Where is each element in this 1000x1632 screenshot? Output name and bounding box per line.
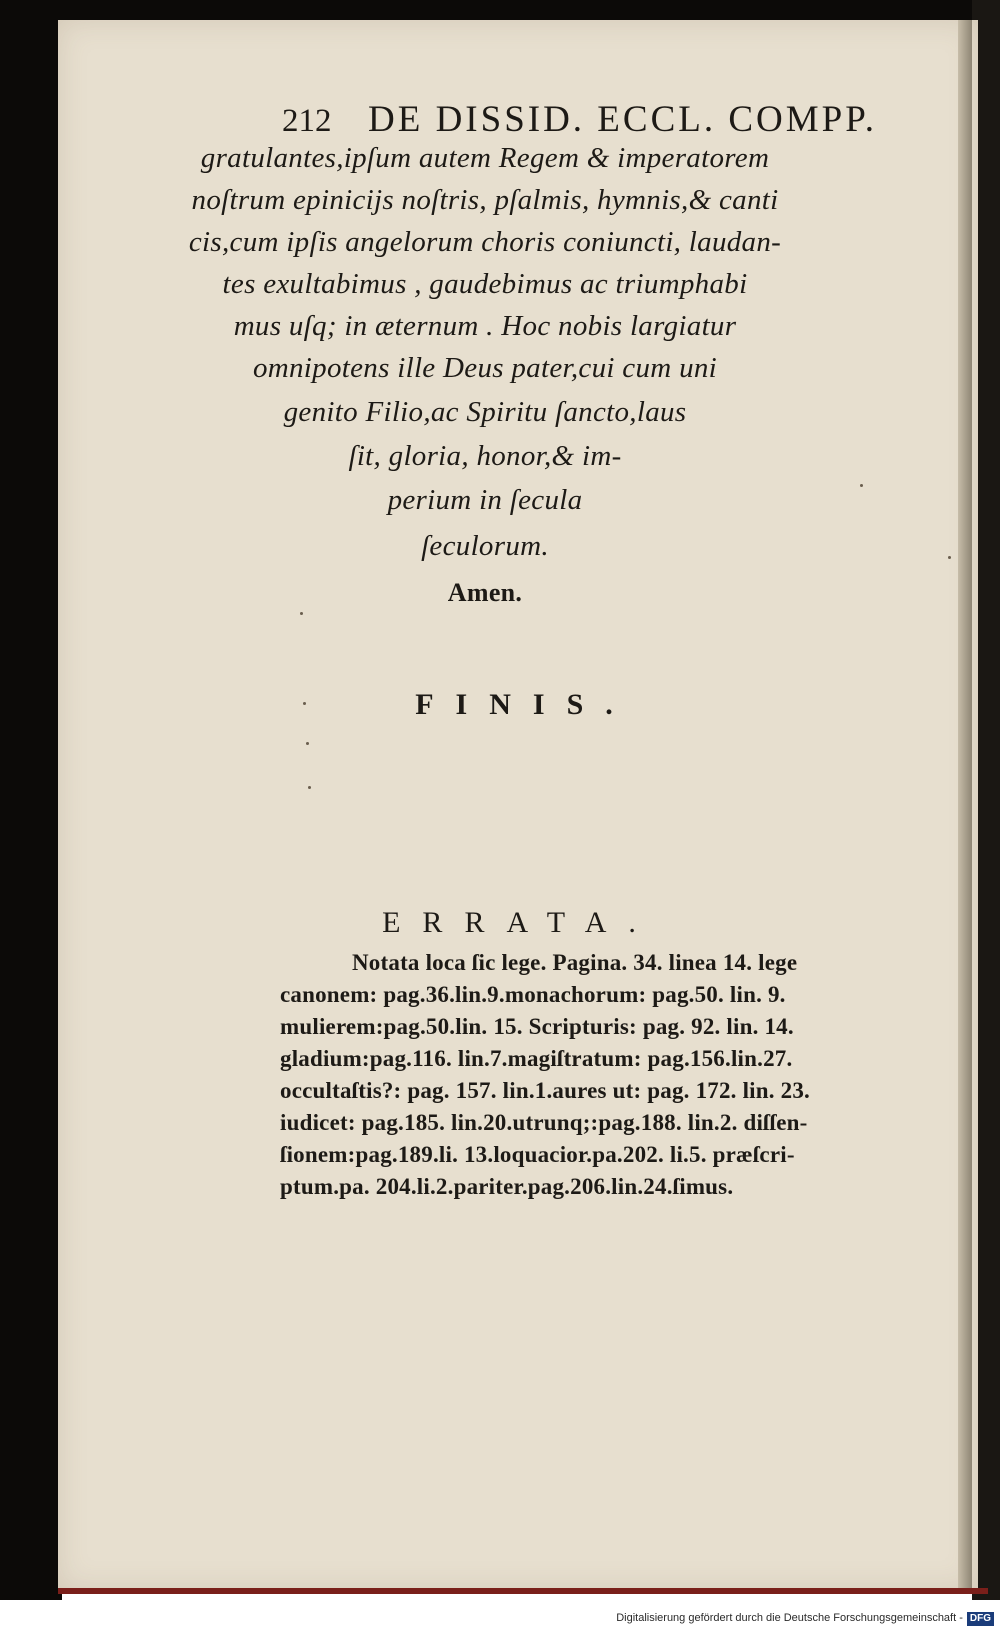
errata-line: Notata loca ſic lege. Pagina. 34. linea 14. lege [352,950,798,975]
body-line-amen: Amen. [447,578,523,607]
body-line: noſtrum epinicijs noſtris, pſalmis, hymnis,& canti [191,184,779,216]
body-line: perium in ſecula [387,484,583,516]
body-line: tes exultabimus , gaudebimus ac triumphabi [222,268,748,300]
ink-speck [303,702,306,705]
ink-speck [308,786,311,789]
body-line: ſit, gloria, honor,& im- [348,440,622,472]
bottom-edge-rule [58,1588,988,1594]
errata-line: iudicet: pag.185. lin.20.utrunq;:pag.188. lin.2. diſſen- [280,1110,808,1135]
body-line: mus uſq; in æternum . Hoc nobis largiatur [233,310,737,342]
body-line: cis,cum ipſis angelorum choris coniuncti, laudan- [188,226,782,258]
errata-line: occultaſtis?: pag. 157. lin.1.aures ut: pag. 172. lin. 23. [280,1078,810,1103]
footer-text: Digitalisierung gefördert durch die Deutsche Forschungsgemeinschaft - [616,1612,963,1624]
body-line: gratulantes,ipſum autem Regem & imperatorem [200,142,770,174]
errata-heading: ERRATA. [382,906,658,939]
ink-speck [306,742,309,745]
errata-line: ptum.pa. 204.li.2.pariter.pag.206.lin.24.ſimus. [280,1174,734,1199]
errata-line: ſionem:pag.189.li. 13.loquacior.pa.202. li.5. præſcri- [280,1142,795,1167]
ink-speck [860,484,863,487]
body-line: omnipotens ille Deus pater,cui cum uni [252,352,718,384]
finis-heading: FINIS. [415,688,635,721]
running-head [282,98,902,141]
running-title: DE DISSID. ECCL. COMPP. [368,99,877,140]
scan-background-top [0,0,1000,22]
digitization-footer [616,1612,994,1626]
errata-line: gladium:pag.116. lin.7.magiſtratum: pag.156.lin.27. [280,1046,793,1071]
ink-speck [300,612,303,615]
body-line: ſeculorum. [421,530,549,562]
page-number: 212 [282,103,332,139]
body-line: genito Filio,ac Spiritu ſancto,laus [283,396,687,428]
errata-line: canonem: pag.36.lin.9.monachorum: pag.50. lin. 9. [280,982,786,1007]
errata-line: mulierem:pag.50.lin. 15. Scripturis: pag. 92. lin. 14. [280,1014,794,1039]
ink-speck [948,556,951,559]
dfg-logo-icon: DFG [967,1612,994,1626]
